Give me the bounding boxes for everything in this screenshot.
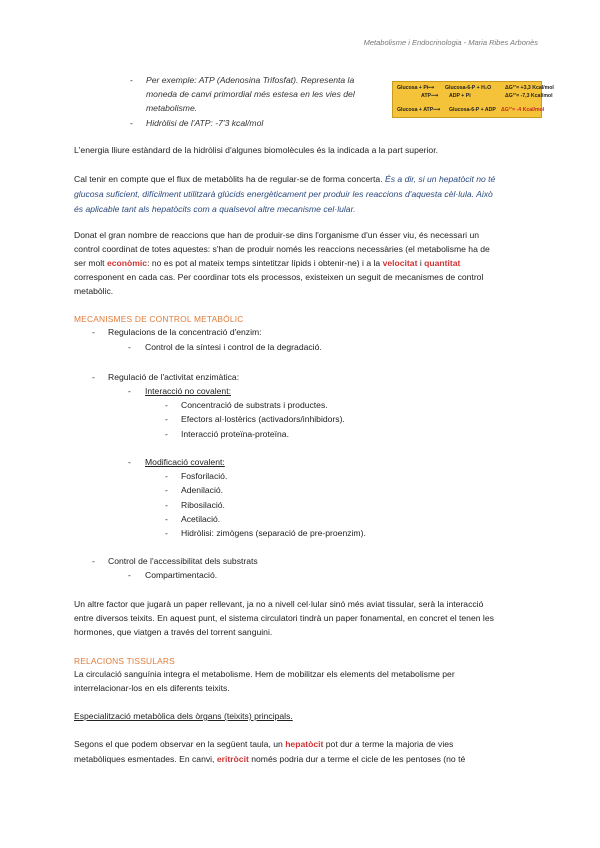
paragraph-tissue-line-1: Un altre factor que jugarà un paper rellevant, ja no a nivell cel·lular sinó més aviat tissular, serà la interacció bbox=[74, 599, 484, 609]
reaction-2-products: ADP + Pi bbox=[449, 93, 471, 99]
highlight-erythrocyte: eritròcit bbox=[216, 754, 249, 764]
reaction-2-reactants: ATP bbox=[421, 93, 431, 99]
bullet-dash: - bbox=[92, 327, 95, 337]
covalent-item-4: Acetilació. bbox=[181, 514, 221, 524]
arrow-icon: ⟶ bbox=[431, 93, 439, 99]
text-run: només podria dur a terme el cicle de les pentoses (no té bbox=[248, 754, 466, 764]
bullet-dash: - bbox=[165, 485, 168, 495]
intro-bullet-1-line-1: Per exemple: ATP (Adenosina Trifosfat). Representa la bbox=[146, 75, 355, 85]
mechanism-synthesis-degradation: Control de la síntesi i control de la degradació. bbox=[145, 342, 322, 352]
page-header: Metabolisme i Endocrinologia - Maria Ribes Arbonès bbox=[363, 38, 538, 47]
paragraph-energy: L'energia lliure estàndard de la hidròlisi d'algunes biomolècules és la indicada a la part superior. bbox=[74, 145, 438, 155]
non-covalent-heading: Interacció no covalent: bbox=[145, 386, 231, 396]
covalent-heading: Modificació covalent: bbox=[145, 457, 225, 467]
paragraph-tissue-line-3: hormones, que viatgen a través del torrent sanguini. bbox=[74, 627, 273, 637]
covalent-item-1: Fosforilació. bbox=[181, 471, 228, 481]
section-title-control: MECANISMES DE CONTROL METABÒLIC bbox=[74, 314, 244, 324]
reaction-energy-box bbox=[392, 81, 554, 118]
reaction-1-products: Glucosa-6-P + H₂O bbox=[445, 85, 492, 91]
highlight-hepatocyte: hepatòcit bbox=[285, 739, 324, 749]
section-title-tissue: RELACIONS TISSULARS bbox=[74, 656, 175, 666]
non-covalent-item-3: Interacció proteïna-proteïna. bbox=[181, 429, 289, 439]
subheading-specialization: Especialització metabòlica dels òrgans (teixits) principals. bbox=[74, 711, 293, 721]
highlight-quantity: quantitat bbox=[424, 258, 461, 268]
paragraph-tissue-line-2: entre diversos teixits. En aquest punt, el sistema circulatori tindrà un paper fonamental, en concret el tenen les bbox=[74, 613, 494, 623]
reaction-3-reactants: Glucosa + ATP bbox=[397, 107, 434, 113]
paragraph-control-line-3 bbox=[74, 259, 460, 268]
paragraph-flux-line-3: és aplicable tant als hepatòcits com a qualsevol altre mecanisme cel·lular. bbox=[74, 204, 356, 214]
arrow-icon: ⟶ bbox=[427, 85, 435, 91]
bullet-dash: - bbox=[92, 372, 95, 382]
paragraph-control-line-4: corresponent en cada cas. Per coordinar tots els processos, existeixen un seguit de mecanismes de control bbox=[74, 272, 484, 282]
intro-bullet-2: Hidròlisi de l'ATP: -7'3 kcal/mol bbox=[146, 118, 264, 128]
reaction-1-dg: ΔG°'= +3,3 Kcal/mol bbox=[505, 85, 554, 91]
paragraph-control-line-2: control coordinat de totes aquestes: s'han de produir només les reaccions necessàries (el metabolisme ha de bbox=[74, 244, 490, 254]
mechanism-enzyme-activity: Regulació de l'activitat enzimàtica: bbox=[108, 372, 240, 382]
bullet-dash: - bbox=[165, 414, 168, 424]
mechanism-enzyme-concentration: Regulacions de la concentració d'enzim: bbox=[108, 327, 262, 337]
bullet-dash: - bbox=[165, 471, 168, 481]
bullet-dash: - bbox=[165, 514, 168, 524]
mechanism-compartmentation: Compartimentació. bbox=[145, 570, 218, 580]
covalent-item-5: Hidròlisi: zimògens (separació de pre-proenzim). bbox=[181, 528, 366, 538]
non-covalent-item-1: Concentració de substrats i productes. bbox=[181, 400, 328, 410]
mechanism-substrate-access: Control de l'accessibilitat dels substrats bbox=[108, 556, 258, 566]
text-run: metabòliques esmentades. En canvi, bbox=[74, 754, 217, 764]
covalent-item-2: Adenilació. bbox=[181, 485, 224, 495]
bullet-dash: - bbox=[165, 528, 168, 538]
text-run: : no es pot al mateix temps sintetitzar lípids i obtenir-ne) i a la bbox=[147, 258, 383, 268]
text-run: pot dur a terme la majoria de vies bbox=[323, 739, 454, 749]
reaction-3-dg: ΔG°'= -4 Kcal/mol bbox=[501, 107, 545, 113]
reaction-2-dg: ΔG°'= -7,3 Kcal/mol bbox=[505, 93, 553, 99]
paragraph-flux-line-2: glucosa suficient, difícilment utilitzarà glúcids energèticament per produir les reaccions d'aquesta cèl·lula. Això bbox=[74, 189, 493, 199]
highlight-economic: econòmic bbox=[106, 258, 148, 268]
bullet-dash: - bbox=[130, 75, 133, 85]
bullet-dash: - bbox=[92, 556, 95, 566]
paragraph-circulation-line-1: La circulació sanguínia integra el metabolisme. Hem de mobilitzar els elements del metabolisme per bbox=[74, 669, 455, 679]
paragraph-flux-line-1 bbox=[74, 175, 495, 184]
bullet-dash: - bbox=[128, 342, 131, 352]
bullet-dash: - bbox=[165, 400, 168, 410]
paragraph-table-line-2 bbox=[74, 755, 465, 764]
bullet-dash: - bbox=[165, 500, 168, 510]
flux-plain-text: Cal tenir en compte que el flux de metabòlits ha de regular-se de forma concerta. bbox=[74, 174, 383, 184]
highlight-velocity: velocitat bbox=[382, 258, 418, 268]
text-run: i bbox=[417, 258, 425, 268]
arrow-icon: ⟶ bbox=[433, 107, 441, 113]
text-run: ser molt bbox=[74, 258, 107, 268]
bullet-dash: - bbox=[130, 118, 133, 128]
bullet-dash: - bbox=[128, 570, 131, 580]
paragraph-control-line-1: Donat el gran nombre de reaccions que han de produir-se dins l'organisme d'un ésser viu, és necessari un bbox=[74, 230, 480, 240]
bullet-dash: - bbox=[128, 386, 131, 396]
reaction-3-products: Glucosa-6-P + ADP bbox=[449, 107, 496, 113]
paragraph-table-line-1 bbox=[74, 740, 453, 749]
paragraph-circulation-line-2: interrelacionar-los en els diferents teixits. bbox=[74, 683, 230, 693]
flux-italic-text: És a dir, si un hepatòcit no té bbox=[382, 174, 496, 184]
reaction-1-reactants: Glucosa + Pi bbox=[397, 85, 429, 91]
bullet-dash: - bbox=[128, 457, 131, 467]
bullet-dash: - bbox=[165, 429, 168, 439]
intro-bullet-1-line-3: metabolisme. bbox=[146, 103, 198, 113]
covalent-item-3: Ribosilació. bbox=[181, 500, 225, 510]
paragraph-control-line-5: metabòlic. bbox=[74, 286, 114, 296]
non-covalent-item-2: Efectors al·lostèrics (activadors/inhibidors). bbox=[181, 414, 345, 424]
intro-bullet-1-line-2: moneda de canvi primordial més estesa en les vies del bbox=[146, 89, 355, 99]
text-run: Segons el que podem observar en la següent taula, un bbox=[74, 739, 286, 749]
